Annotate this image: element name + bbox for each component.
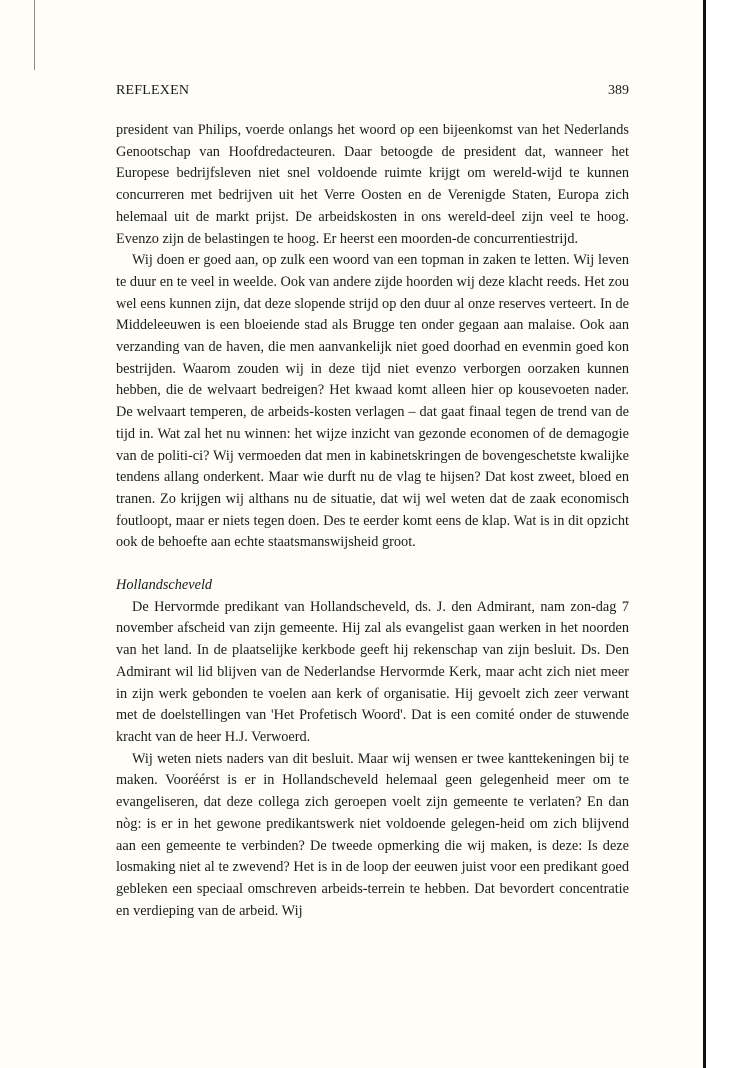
- scan-margin-right: [706, 0, 738, 1068]
- paragraph: president van Philips, voerde onlangs het woord op een bijeenkomst van het Nederlands Genootschap van Hoofdredacteuren. Daar betoogde de president dat, wanneer het Europese bedrijfsleven niet snel voldoende ruimte krijgt om wereld-wijd te kunnen concurreren met bedrijven uit het Verre Oosten en de Verenigde Staten, Europa zich helemaal uit de markt prijst. De arbeidskosten in ons wereld-deel zijn veel te hoog. Evenzo zijn de belastingen te hoog. Er heerst een moorden-de concurrentiestrijd.: [116, 122, 629, 247]
- section-heading: Hollandscheveld: [116, 577, 213, 594]
- paragraph: Wij weten niets naders van dit besluit. Maar wij wensen er twee kanttekeningen bij te maken. Vooréérst is er in Hollandscheveld helemaal geen gelegenheid meer om te evangeliseren, dat deze collega zich geroepen voelt zijn gemeente te verlaten? En dan nòg: is er in het gewone predikantswerk niet voldoende gelegen-heid om zich blijvend aan een gemeente te verbinden? De tweede opmerking die wij maken, is deze: Is deze losmaking niet al te zwevend? Het is in de loop der eeuwen juist voor een predikant goed gebleken een speciaal omschreven arbeids-terrein te hebben. Dat bevordert concentratie en verdieping van de arbeid. Wij: [116, 750, 629, 919]
- paragraph: De Hervormde predikant van Hollandscheveld, ds. J. den Admirant, nam zon-dag 7 november afscheid van zijn gemeente. Hij zal als evangelist gaan werken in het noorden van het land. In de plaatselijke kerkbode geeft hij rekenschap van zijn besluit. Ds. Den Admirant wil lid blijven van de Nederlandse Hervormde Kerk, maar acht zich niet meer in zijn werk gebonden te voelen aan kerk of organisatie. Hij gevoelt zich zeer verwant met de doelstellingen van 'Het Profetisch Woord'. Dat is een comité onder de stuwende kracht van de heer H.J. Verwoerd.: [116, 598, 629, 745]
- running-head: REFLEXEN: [116, 83, 190, 98]
- body-text: [116, 120, 629, 922]
- paragraph: Wij doen er goed aan, op zulk een woord van een topman in zaken te letten. Wij leven te duur en te veel in weelde. Ook van andere zijde hoorden wij deze klacht reeds. Het zou wel eens kunnen zijn, dat deze slopende strijd op den duur al onze reserves verteert. In de Middeleeuwen is een bloeiende stad als Brugge ten onder gegaan aan malaise. Ook aan verzanding van de haven, die men aanvankelijk niet goed doorhad en evenmin goed kon bestrijden. Waarom zouden wij in deze tijd niet evenzo verborgen oorzaken kunnen hebben, die de welvaart bedreigen? Het kwaad komt alleen hier op kousevoeten nader. De welvaart temperen, de arbeids-kosten verlagen – dat gaat finaal tegen de trend van de tijd in. Wat zal het nu winnen: het wijze inzicht van gezonde economen of de demagogie van de politi-ci? Wij vermoeden dat men in kabinetskringen de bovengeschetste kwalijke tendens allang onderkent. Maar wie durft nu de vlag te hijsen? Dat kost zweet, bloed en tranen. Zo krijgen wij althans nu de situatie, dat wij wel weten dat de zaak economisch foutloopt, maar er niets tegen doen. Des te eerder komt eens de klap. Wat is in dit opzicht ook de behoefte aan echte staatsmanswijsheid groot.: [116, 252, 629, 551]
- scan-edge-left: [34, 0, 35, 70]
- page-number: 389: [608, 83, 629, 98]
